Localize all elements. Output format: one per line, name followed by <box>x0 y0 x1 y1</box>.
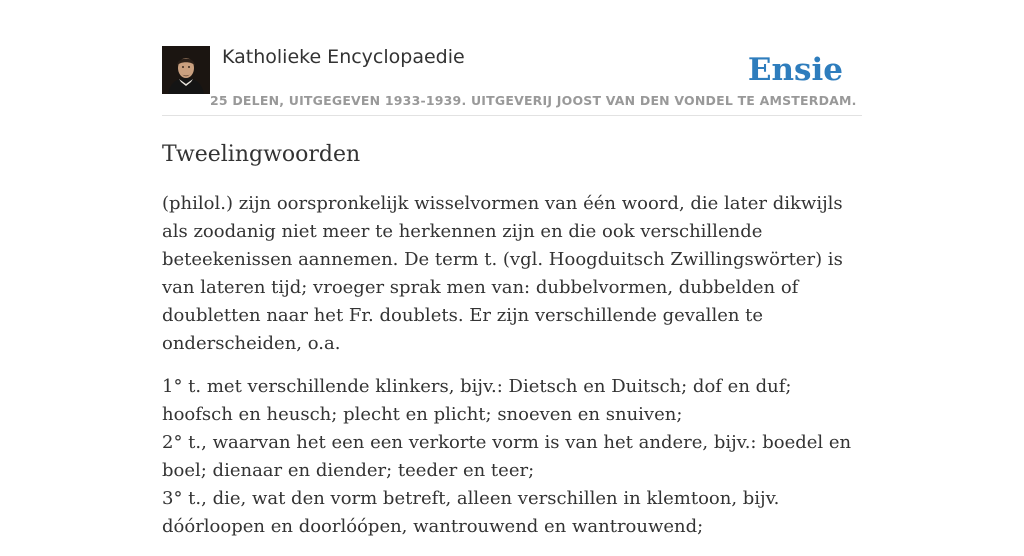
publication-title[interactable]: Katholieke Encyclopaedie <box>222 46 465 68</box>
article-intro: (philol.) zijn oorspronkelijk wisselvormen van één woord, die later dikwijls als zoodanig niet meer te herkennen zijn en die ook verschillende beteekenissen aannemen. De term t. (vgl. Hoogduitsch Zwillingswörter) is van lateren tijd; vroeger sprak men van: dubbelvormen, dubbelden of doubletten naar het Fr. doublets. Er zijn verschillende gevallen te onderscheiden, o.a. <box>162 193 843 354</box>
portrait-avatar-icon[interactable] <box>162 46 210 94</box>
publication-subtitle: 25 DELEN, UITGEGEVEN 1933-1939. UITGEVERIJ JOOST VAN DEN VONDEL TE AMSTERDAM. <box>210 93 857 108</box>
article-title: Tweelingwoorden <box>162 142 361 167</box>
ensie-logo-link[interactable]: Ensie <box>747 52 843 88</box>
article <box>162 140 862 556</box>
case-item-3: 3° t., die, wat den vorm betreft, alleen verschillen in klemtoon, bijv. dóórloopen en doorlóópen, wantrouwend en wantrouwend; <box>162 488 780 537</box>
case-item-1: 1° t. met verschillende klinkers, bijv.: Dietsch en Duitsch; dof en duf; hoofsch en heusch; plecht en plicht; snoeven en snuiven; <box>162 376 792 425</box>
publication-header <box>162 46 862 116</box>
case-item-2: 2° t., waarvan het een een verkorte vorm is van het andere, bijv.: boedel en boel; dienaar en diender; teeder en teer; <box>162 432 852 481</box>
article-cases <box>162 373 862 541</box>
